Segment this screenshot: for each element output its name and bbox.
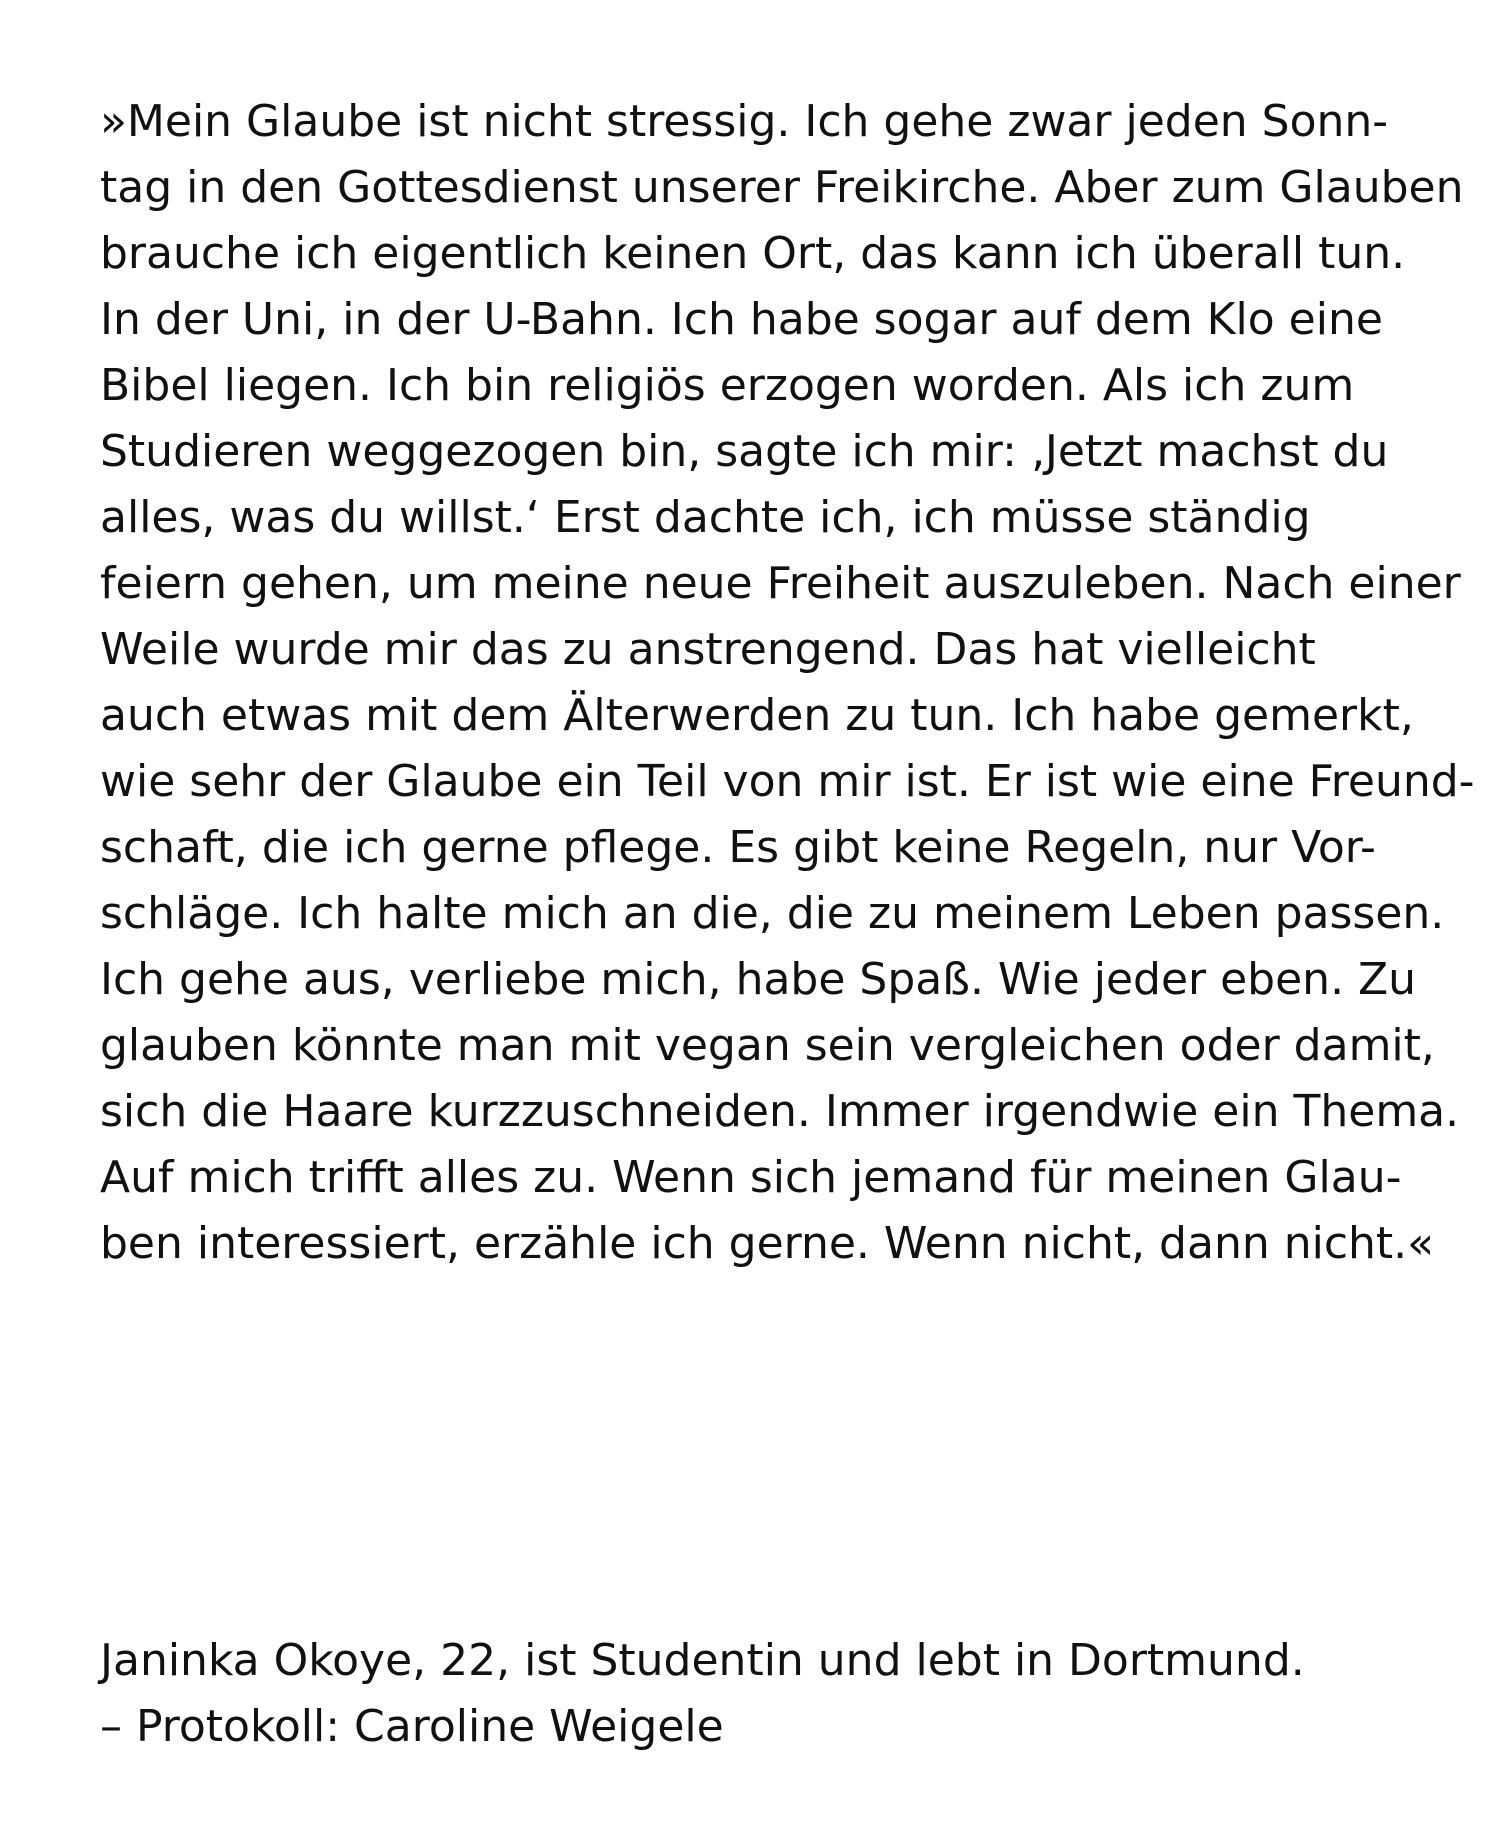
quote-line: Bibel liegen. Ich bin religiös erzogen worden. Als ich zum [100,360,1355,411]
quote-line: In der Uni, in der U-Bahn. Ich habe sogar auf dem Klo eine [100,294,1383,345]
quote-line: tag in den Gottesdienst unserer Freikirche. Aber zum Glauben [100,162,1464,213]
quote-line: schläge. Ich halte mich an die, die zu meinem Leben passen. [100,888,1445,939]
quote-line: schaft, die ich gerne pflege. Es gibt keine Regeln, nur Vor- [100,822,1376,873]
quote-line: Auf mich trifft alles zu. Wenn sich jemand für meinen Glau- [100,1152,1402,1203]
quote-line: alles, was du willst.‘ Erst dachte ich, ich müsse ständig [100,492,1311,543]
quote-line: glauben könnte man mit vegan sein vergleichen oder damit, [100,1020,1435,1071]
quote-line: Weile wurde mir das zu anstrengend. Das hat vielleicht [100,624,1316,675]
quote-line: wie sehr der Glaube ein Teil von mir ist. Er ist wie eine Freund- [100,756,1475,807]
protocol-credit: – Protokoll: Caroline Weigele [100,1701,724,1752]
credits [100,1628,1496,1760]
quote-line: sich die Haare kurzzuschneiden. Immer irgendwie ein Thema. [100,1086,1460,1137]
quote-line: feiern gehen, um meine neue Freiheit auszuleben. Nach einer [100,558,1461,609]
quote-line: »Mein Glaube ist nicht stressig. Ich gehe zwar jeden Sonn- [100,96,1389,147]
quote-text [100,89,1496,1277]
quote-line: brauche ich eigentlich keinen Ort, das kann ich überall tun. [100,228,1406,279]
quote-line: Ich gehe aus, verliebe mich, habe Spaß. Wie jeder eben. Zu [100,954,1417,1005]
quote-line: Studieren weggezogen bin, sagte ich mir: ‚Jetzt machst du [100,426,1389,477]
quote-line: auch etwas mit dem Älterwerden zu tun. Ich habe gemerkt, [100,690,1414,741]
quote-line: ben interessiert, erzähle ich gerne. Wenn nicht, dann nicht.« [100,1218,1435,1269]
person-credit: Janinka Okoye, 22, ist Studentin und lebt in Dortmund. [100,1635,1305,1686]
